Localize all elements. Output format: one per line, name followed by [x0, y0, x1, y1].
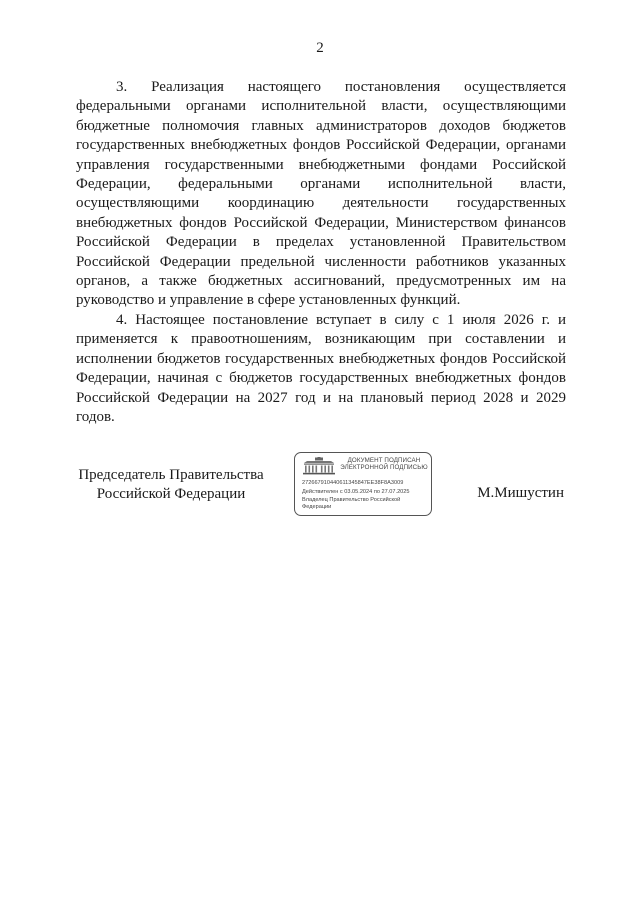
document-body: [76, 78, 566, 427]
stamp-title-line1: ДОКУМЕНТ ПОДПИСАН: [347, 457, 421, 464]
signatory-position-line1: Председатель Правительства: [78, 467, 264, 483]
stamp-owner: Владелец Правительство Российской Федерации: [302, 497, 401, 510]
signatory-name: М.Мишустин: [477, 485, 564, 501]
paragraph-4: 4. Настоящее постановление вступает в силу с 1 июля 2026 г. и применяется к правоотношениям, возникающим при составлении и исполнении бюджетов государственных внебюджетных фондов Российской Федерации, начиная с бюджетов государственных внебюджетных фондов Российской Федерации на 2027 год и на плановый период 2028 и 2029 годов.: [76, 311, 566, 425]
government-building-icon: [301, 457, 337, 475]
signatory-position: [76, 466, 266, 504]
stamp-title: [339, 457, 429, 472]
signatory-position-line2: Российской Федерации: [96, 486, 246, 502]
page-number: 2: [316, 40, 324, 56]
stamp-title-line2: ЭЛЕКТРОННОЙ ПОДПИСЬЮ: [340, 464, 428, 472]
stamp-certificate-serial: 272667910440611345847EE38F8A3009: [302, 480, 404, 486]
stamp-validity-period: Действителен с 03.05.2024 по 27.07.2025: [302, 489, 410, 495]
electronic-signature-stamp: [294, 452, 432, 516]
paragraph-3: 3. Реализация настоящего постановления осуществляется федеральными органами исполнительной власти, осуществляющими бюджетные полномочия главных администраторов доходов бюджетов государственных внебюджетных фондов Российской Федерации, органами управления государственными внебюджетными фондами Российской Федерации, федеральными органами исполнительной власти, осуществляющими координацию деятельности государственных внебюджетных фондов Российской Федерации, Министерством финансов Российской Федерации в пределах установленной Правительством Российской Федерации предельной численности работников указанных органов, а также бюджетных ассигнований, предусмотренных им на руководство и управление в сфере установленных функций.: [76, 79, 566, 309]
